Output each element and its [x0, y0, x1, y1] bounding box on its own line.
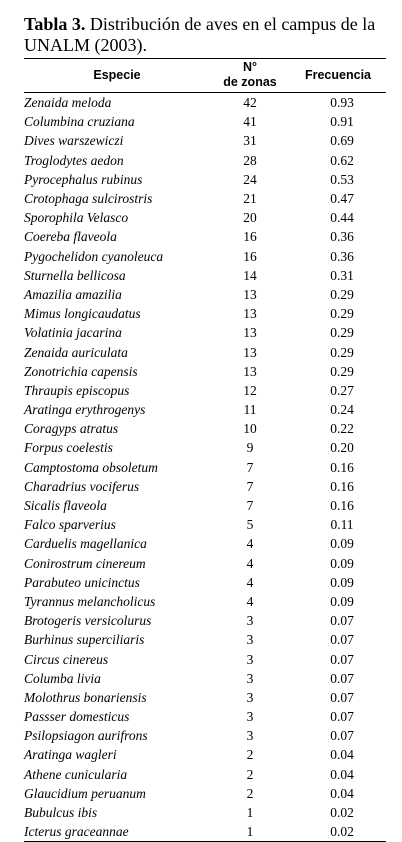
- frequency-cell: 0.09: [330, 593, 354, 609]
- table-row: [24, 669, 386, 688]
- zones-cell: 41: [243, 114, 257, 130]
- frequency-cell: 0.31: [330, 267, 354, 283]
- frequency-cell: 0.20: [330, 440, 354, 456]
- zones-cell: 1: [246, 824, 254, 840]
- zones-cell: 3: [246, 670, 254, 686]
- frequency-cell: 0.29: [330, 344, 354, 360]
- species-cell: Zenaida auriculata: [24, 344, 128, 360]
- table-row: [24, 362, 386, 381]
- table-row: [24, 285, 386, 304]
- table-header: [24, 59, 386, 93]
- species-cell: Charadrius vociferus: [24, 478, 140, 494]
- frequency-cell: 0.04: [330, 785, 354, 801]
- frequency-cell: 0.04: [330, 747, 354, 763]
- header-species: Especie: [93, 67, 141, 82]
- zones-cell: 16: [243, 248, 257, 264]
- frequency-cell: 0.09: [330, 536, 354, 552]
- frequency-cell: 0.07: [330, 651, 354, 667]
- zones-cell: 13: [243, 363, 257, 379]
- frequency-cell: 0.16: [330, 459, 354, 475]
- frequency-cell: 0.36: [330, 248, 354, 264]
- bird-distribution-table: [24, 58, 386, 842]
- frequency-cell: 0.29: [330, 286, 354, 302]
- species-cell: Icterus graceannae: [24, 824, 129, 840]
- species-cell: Pyrocephalus rubinus: [24, 171, 143, 187]
- table-row: [24, 822, 386, 842]
- zones-cell: 7: [246, 459, 254, 475]
- table-body: [24, 93, 386, 842]
- species-cell: Coragyps atratus: [24, 421, 119, 437]
- header-zones-line1: N°: [242, 60, 258, 74]
- frequency-cell: 0.07: [330, 689, 354, 705]
- species-cell: Bubulcus ibis: [24, 805, 98, 821]
- zones-cell: 4: [246, 536, 254, 552]
- table-row: [24, 477, 386, 496]
- zones-cell: 4: [246, 555, 254, 571]
- zones-cell: 10: [243, 421, 257, 437]
- species-cell: Pygochelidon cyanoleuca: [24, 248, 164, 264]
- table-row: [24, 131, 386, 150]
- table-row: [24, 342, 386, 361]
- table-row: [24, 803, 386, 822]
- frequency-cell: 0.11: [330, 517, 354, 533]
- species-cell: Dives warszewiczi: [24, 133, 124, 149]
- table-row: [24, 784, 386, 803]
- zones-cell: 20: [243, 210, 257, 226]
- frequency-cell: 0.62: [330, 152, 354, 168]
- zones-cell: 7: [246, 478, 254, 494]
- species-cell: Thraupis episcopus: [24, 382, 130, 398]
- frequency-cell: 0.02: [330, 824, 354, 840]
- table-row: [24, 573, 386, 592]
- zones-cell: 3: [246, 651, 254, 667]
- frequency-cell: 0.02: [330, 805, 354, 821]
- zones-cell: 4: [246, 593, 254, 609]
- frequency-cell: 0.16: [330, 478, 354, 494]
- species-cell: Sturnella bellicosa: [24, 267, 126, 283]
- species-cell: Zonotrichia capensis: [24, 363, 138, 379]
- table-row: [24, 227, 386, 246]
- species-cell: Brotogeris versicolurus: [24, 613, 152, 629]
- table-row: [24, 381, 386, 400]
- species-cell: Sicalis flaveola: [24, 498, 107, 514]
- table-row: [24, 765, 386, 784]
- frequency-cell: 0.69: [330, 133, 354, 149]
- frequency-cell: 0.16: [330, 498, 354, 514]
- species-cell: Parabuteo unicinctus: [24, 574, 140, 590]
- species-cell: Glaucidium peruanum: [24, 785, 146, 801]
- table-row: [24, 112, 386, 131]
- zones-cell: 3: [246, 632, 254, 648]
- species-cell: Amazilia amazilia: [24, 286, 122, 302]
- species-cell: Athene cunicularia: [24, 766, 128, 782]
- species-cell: Troglodytes aedon: [24, 152, 124, 168]
- frequency-cell: 0.07: [330, 632, 354, 648]
- table-caption: [24, 14, 386, 56]
- zones-cell: 42: [243, 95, 257, 111]
- zones-cell: 2: [246, 785, 254, 801]
- species-cell: Crotophaga sulcirostris: [24, 191, 153, 207]
- caption-text: Distribución de aves en el campus de la UNALM (2003).: [24, 14, 376, 55]
- table-row: [24, 400, 386, 419]
- table-row: [24, 93, 386, 113]
- table-row: [24, 208, 386, 227]
- table-row: [24, 304, 386, 323]
- zones-cell: 3: [246, 709, 254, 725]
- table-row: [24, 688, 386, 707]
- frequency-cell: 0.09: [330, 555, 354, 571]
- frequency-cell: 0.47: [330, 191, 354, 207]
- table-row: [24, 189, 386, 208]
- zones-cell: 3: [246, 613, 254, 629]
- species-cell: Burhinus superciliaris: [24, 632, 145, 648]
- zones-cell: 9: [246, 440, 254, 456]
- frequency-cell: 0.04: [330, 766, 354, 782]
- table-row: [24, 438, 386, 457]
- frequency-cell: 0.09: [330, 574, 354, 590]
- species-cell: Columba livia: [24, 670, 101, 686]
- header-zones-line2: de zonas: [223, 75, 277, 89]
- species-cell: Camptostoma obsoletum: [24, 459, 158, 475]
- frequency-cell: 0.91: [330, 114, 354, 130]
- zones-cell: 7: [246, 498, 254, 514]
- frequency-cell: 0.07: [330, 670, 354, 686]
- table-row: [24, 458, 386, 477]
- zones-cell: 4: [246, 574, 254, 590]
- header-zones: [210, 59, 290, 93]
- frequency-cell: 0.22: [330, 421, 354, 437]
- species-cell: Falco sparverius: [24, 517, 116, 533]
- species-cell: Mimus longicaudatus: [24, 306, 141, 322]
- zones-cell: 11: [243, 402, 257, 418]
- zones-cell: 14: [243, 267, 257, 283]
- table-row: [24, 266, 386, 285]
- species-cell: Aratinga erythrogenys: [24, 402, 146, 418]
- table-row: [24, 630, 386, 649]
- species-cell: Molothrus bonariensis: [24, 689, 147, 705]
- zones-cell: 13: [243, 286, 257, 302]
- table-row: [24, 649, 386, 668]
- table-row: [24, 611, 386, 630]
- species-cell: Columbina cruziana: [24, 114, 135, 130]
- table-row: [24, 726, 386, 745]
- zones-cell: 2: [246, 747, 254, 763]
- table-row: [24, 707, 386, 726]
- table-row: [24, 554, 386, 573]
- zones-cell: 28: [243, 152, 257, 168]
- frequency-cell: 0.07: [330, 709, 354, 725]
- species-cell: Passser domesticus: [24, 709, 130, 725]
- zones-cell: 2: [246, 766, 254, 782]
- table-row: [24, 247, 386, 266]
- species-cell: Psilopsiagon aurifrons: [24, 728, 148, 744]
- zones-cell: 31: [243, 133, 257, 149]
- species-cell: Carduelis magellanica: [24, 536, 147, 552]
- zones-cell: 1: [246, 805, 254, 821]
- zones-cell: 13: [243, 325, 257, 341]
- zones-cell: 5: [246, 517, 254, 533]
- species-cell: Sporophila Velasco: [24, 210, 129, 226]
- zones-cell: 21: [243, 191, 257, 207]
- species-cell: Zenaida meloda: [24, 95, 112, 111]
- zones-cell: 3: [246, 689, 254, 705]
- species-cell: Forpus coelestis: [24, 440, 113, 456]
- zones-cell: 12: [243, 382, 257, 398]
- table-row: [24, 170, 386, 189]
- zones-cell: 3: [246, 728, 254, 744]
- caption-label: Tabla 3.: [24, 14, 86, 34]
- zones-cell: 13: [243, 306, 257, 322]
- table-row: [24, 515, 386, 534]
- frequency-cell: 0.29: [330, 325, 354, 341]
- species-cell: Tyrannus melancholicus: [24, 593, 156, 609]
- species-cell: Conirostrum cinereum: [24, 555, 146, 571]
- frequency-cell: 0.36: [330, 229, 354, 245]
- frequency-cell: 0.07: [330, 728, 354, 744]
- frequency-cell: 0.44: [330, 210, 354, 226]
- table-row: [24, 419, 386, 438]
- table-row: [24, 496, 386, 515]
- header-frequency: Frecuencia: [304, 67, 371, 82]
- table-row: [24, 534, 386, 553]
- species-cell: Circus cinereus: [24, 651, 109, 667]
- zones-cell: 13: [243, 344, 257, 360]
- frequency-cell: 0.29: [330, 306, 354, 322]
- frequency-cell: 0.53: [330, 171, 354, 187]
- table-row: [24, 151, 386, 170]
- frequency-cell: 0.93: [330, 95, 354, 111]
- species-cell: Volatinia jacarina: [24, 325, 122, 341]
- table-row: [24, 592, 386, 611]
- frequency-cell: 0.27: [330, 382, 354, 398]
- frequency-cell: 0.24: [330, 402, 354, 418]
- zones-cell: 24: [243, 171, 257, 187]
- frequency-cell: 0.07: [330, 613, 354, 629]
- species-cell: Aratinga wagleri: [24, 747, 117, 763]
- table-row: [24, 323, 386, 342]
- species-cell: Coereba flaveola: [24, 229, 117, 245]
- table-row: [24, 745, 386, 764]
- header-row: [24, 59, 386, 93]
- zones-cell: 16: [243, 229, 257, 245]
- frequency-cell: 0.29: [330, 363, 354, 379]
